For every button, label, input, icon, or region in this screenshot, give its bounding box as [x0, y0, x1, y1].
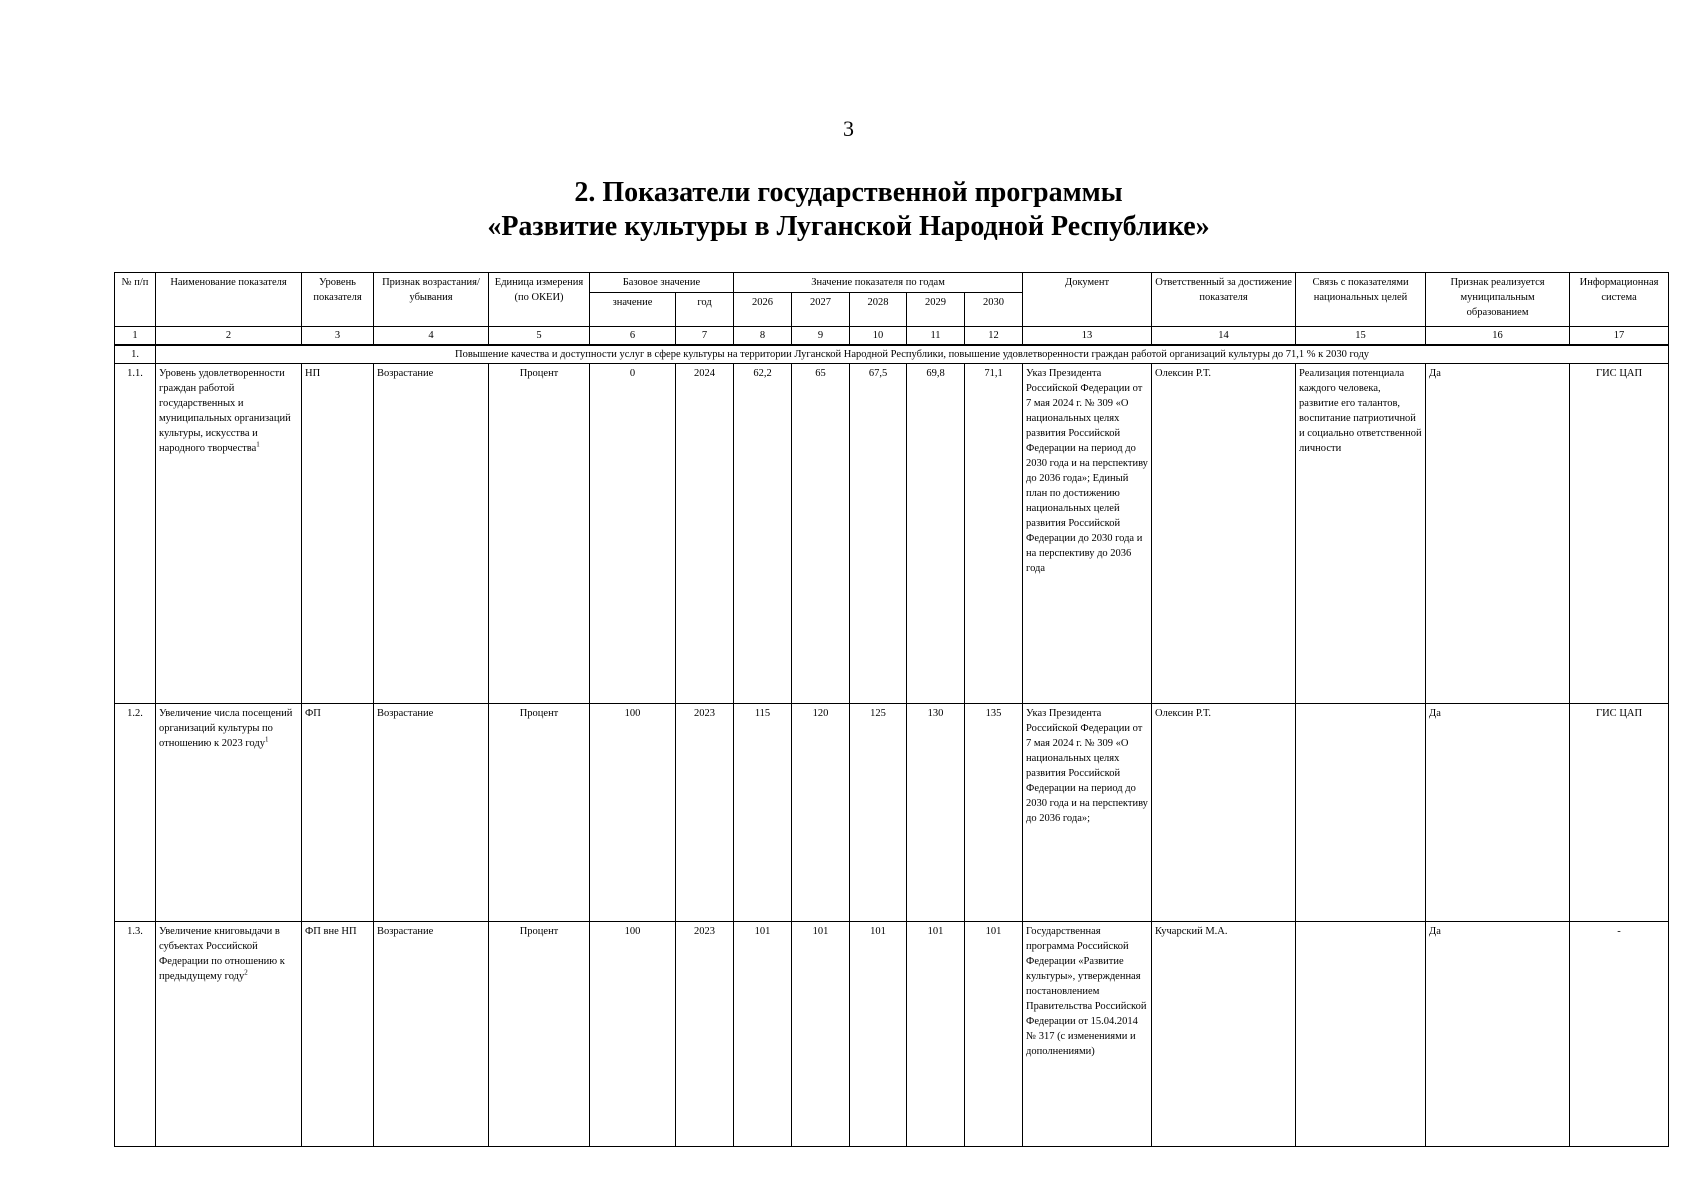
column-number: 17: [1570, 327, 1669, 346]
row-infosystem: -: [1570, 922, 1669, 1147]
header-years-group: Значение показателя по годам: [734, 273, 1023, 293]
row-name-text: Увеличение числа посещений организаций культуры по отношению к 2023 году: [159, 708, 293, 749]
row-name-text: Уровень удовлетворенности граждан работой государственных и муниципальных организаций культуры, искусства и народного творчества: [159, 368, 291, 454]
row-responsible: Кучарский М.А.: [1152, 922, 1296, 1147]
row-base-year: 2023: [676, 704, 734, 922]
row-base-value: 100: [590, 704, 676, 922]
header-base: Базовое значение: [590, 273, 734, 293]
header-municipal: Признак реализуется муниципальным образованием: [1426, 273, 1570, 327]
row-value-2027: 101: [792, 922, 850, 1147]
page-title: [0, 176, 1697, 244]
row-unit: Процент: [489, 922, 590, 1147]
header-level: Уровень показателя: [302, 273, 374, 327]
header-base-year: год: [676, 293, 734, 327]
row-value-2030: 101: [965, 922, 1023, 1147]
row-value-2028: 125: [850, 704, 907, 922]
row-num: 1.1.: [115, 364, 156, 704]
row-link: [1296, 704, 1426, 922]
page-number: 3: [843, 116, 854, 141]
row-trend: Возрастание: [374, 704, 489, 922]
header-name: Наименование показателя: [156, 273, 302, 327]
footnote-ref: 2: [244, 968, 248, 977]
header-trend: Признак возрастания/ убывания: [374, 273, 489, 327]
header-link: Связь с показателями национальных целей: [1296, 273, 1426, 327]
row-trend: Возрастание: [374, 364, 489, 704]
row-level: НП: [302, 364, 374, 704]
column-number: 5: [489, 327, 590, 346]
row-name: [156, 704, 302, 922]
row-base-year: 2024: [676, 364, 734, 704]
column-numbers-row: [115, 327, 1669, 346]
row-value-2029: 101: [907, 922, 965, 1147]
row-value-2028: 101: [850, 922, 907, 1147]
table-row: [115, 704, 1669, 922]
header-responsible: Ответственный за достижение показателя: [1152, 273, 1296, 327]
row-num: 1.3.: [115, 922, 156, 1147]
row-document: Указ Президента Российской Федерации от 7 мая 2024 г. № 309 «О национальных целях развития Российской Федерации на период до 2030 года и на перспективу до 2036 года»; Единый план по достижению национальных целей развития Российской Федерации до 2030 года и на перспективу до 2036 года: [1023, 364, 1152, 704]
column-number: 8: [734, 327, 792, 346]
row-value-2026: 115: [734, 704, 792, 922]
row-base-value: 0: [590, 364, 676, 704]
row-unit: Процент: [489, 704, 590, 922]
header-infosystem: Информационная система: [1570, 273, 1669, 327]
column-number: 13: [1023, 327, 1152, 346]
header-document: Документ: [1023, 273, 1152, 327]
header-base-value: значение: [590, 293, 676, 327]
row-link: [1296, 922, 1426, 1147]
header-unit: Единица измерения (по ОКЕИ): [489, 273, 590, 327]
row-value-2030: 135: [965, 704, 1023, 922]
header-year-2030: 2030: [965, 293, 1023, 327]
row-document: Указ Президента Российской Федерации от 7 мая 2024 г. № 309 «О национальных целях развития Российской Федерации на период до 2030 года и на перспективу до 2036 года»;: [1023, 704, 1152, 922]
row-document: Государственная программа Российской Федерации «Развитие культуры», утвержденная постановлением Правительства Российской Федерации от 15.04.2014 № 317 (с изменениями и дополнениями): [1023, 922, 1152, 1147]
row-unit: Процент: [489, 364, 590, 704]
row-value-2026: 101: [734, 922, 792, 1147]
footnote-ref: 1: [256, 440, 260, 449]
header-year-2026: 2026: [734, 293, 792, 327]
title-line-1: 2. Показатели государственной программы: [574, 177, 1123, 208]
column-number: 1: [115, 327, 156, 346]
row-level: ФП вне НП: [302, 922, 374, 1147]
section-text: Повышение качества и доступности услуг в сфере культуры на территории Луганской Народной Республики, повышение удовлетворенности граждан работой организаций культуры до 71,1 % к 2030 году: [156, 345, 1669, 364]
row-name: [156, 922, 302, 1147]
column-number: 12: [965, 327, 1023, 346]
row-value-2026: 62,2: [734, 364, 792, 704]
column-number: 15: [1296, 327, 1426, 346]
header-year-2028: 2028: [850, 293, 907, 327]
header-num: № п/п: [115, 273, 156, 327]
row-infosystem: ГИС ЦАП: [1570, 704, 1669, 922]
row-value-2030: 71,1: [965, 364, 1023, 704]
column-number: 9: [792, 327, 850, 346]
row-level: ФП: [302, 704, 374, 922]
section-row: [115, 345, 1669, 364]
column-number: 4: [374, 327, 489, 346]
footnote-ref: 1: [264, 735, 269, 744]
row-base-value: 100: [590, 922, 676, 1147]
row-value-2029: 69,8: [907, 364, 965, 704]
header-year-2027: 2027: [792, 293, 850, 327]
column-number: 7: [676, 327, 734, 346]
row-responsible: Олексин Р.Т.: [1152, 364, 1296, 704]
column-number: 6: [590, 327, 676, 346]
row-municipal: Да: [1426, 922, 1570, 1147]
row-value-2027: 120: [792, 704, 850, 922]
table-row: [115, 922, 1669, 1147]
title-line-2: «Развитие культуры в Луганской Народной Республике»: [487, 211, 1210, 242]
row-base-year: 2023: [676, 922, 734, 1147]
row-trend: Возрастание: [374, 922, 489, 1147]
table-row: [115, 364, 1669, 704]
column-number: 14: [1152, 327, 1296, 346]
section-num: 1.: [115, 345, 156, 364]
column-number: 11: [907, 327, 965, 346]
header-row-1: [115, 273, 1669, 293]
row-municipal: Да: [1426, 364, 1570, 704]
row-link: Реализация потенциала каждого человека, развитие его талантов, воспитание патриотичной и социально ответственной личности: [1296, 364, 1426, 704]
column-number: 2: [156, 327, 302, 346]
row-name: [156, 364, 302, 704]
row-infosystem: ГИС ЦАП: [1570, 364, 1669, 704]
column-number: 3: [302, 327, 374, 346]
row-value-2028: 67,5: [850, 364, 907, 704]
header-year-2029: 2029: [907, 293, 965, 327]
row-value-2029: 130: [907, 704, 965, 922]
row-num: 1.2.: [115, 704, 156, 922]
row-responsible: Олексин Р.Т.: [1152, 704, 1296, 922]
row-name-text: Увеличение книговыдачи в субъектах Российской Федерации по отношению к предыдущему году: [159, 926, 285, 982]
row-municipal: Да: [1426, 704, 1570, 922]
indicators-table: [114, 272, 1669, 1147]
column-number: 10: [850, 327, 907, 346]
row-value-2027: 65: [792, 364, 850, 704]
column-number: 16: [1426, 327, 1570, 346]
